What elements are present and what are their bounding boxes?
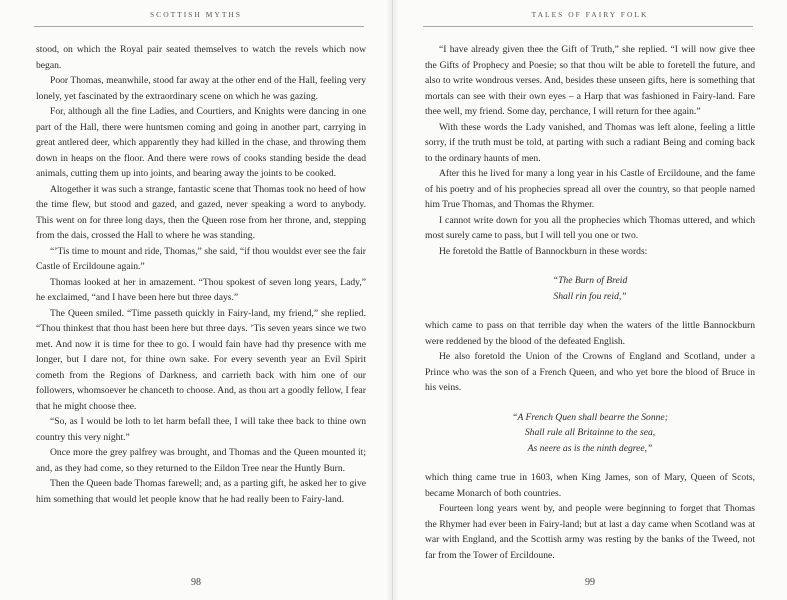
verse-line: Shall rin fou reid,” [553, 290, 627, 302]
paragraph: He foretold the Battle of Bannockburn in these words: [439, 245, 648, 257]
verse-line: As neere as is the ninth degree,” [527, 442, 653, 454]
verse-line: “A French Quen shall bearre the Sonne; [512, 411, 668, 423]
body-text [36, 42, 366, 507]
paragraph: The Queen smiled. “Time passeth quickly in Fairy-land, my friend,” she replied. “Thou thinkest that thou hast been here but three days. ’Tis seven years since we two met. And now it is time for thee to go. I would fain have had thy presence with me longer, but I dare not, for thine own sake. For every seventh year an Evil Spirit cometh from the Regions of Darkness, and carrieth back with him one of our followers, whomsoever he chanceth to choose. And, as thou art a goodly fellow, I fear that he might choose thee. [36, 307, 366, 412]
page-number: 98 [191, 577, 201, 588]
paragraph: Thomas looked at her in amazement. “Thou spokest of seven long years, Lady,” he exclaimed, “and I have been here but three days.” [36, 276, 366, 303]
paragraph: stood, on which the Royal pair seated themselves to watch the revels which now began. [36, 44, 366, 71]
paragraph: With these words the Lady vanished, and Thomas was left alone, feeling a little sorry, if the truth must be told, at parting with such a radiant Being and coming back to the ordinary haunts of men. [425, 121, 755, 164]
paragraph: Once more the grey palfrey was brought, and Thomas and the Queen mounted it; and, as they had come, so they returned to the Eildon Tree near the Huntly Burn. [36, 447, 366, 474]
gutter-shadow [393, 0, 399, 600]
page-number: 99 [585, 577, 595, 588]
left-page [0, 0, 393, 600]
paragraph: which thing came true in 1603, when King James, son of Mary, Queen of Scots, became Monarch of both countries. [425, 472, 755, 499]
paragraph: After this he lived for many a long year in his Castle of Ercildoune, and the fame of his poetry and of his prophecies spread all over the country, so that people named him True Thomas, and Thomas the Rhymer. [425, 168, 755, 210]
paragraph: “I have already given thee the Gift of Truth,” she replied. “I will now give thee the Gifts of Prophecy and Poesie; so that thou wilt be able to foretell the future, and also to write wondrous verses. And, besides these unseen gifts, here is something that mortals can see with their own eyes – a Harp that was fashioned in Fairy-land. Fare thee well, my friend. Some day, perchance, I will return for thee again.” [425, 44, 755, 117]
header-rule [34, 26, 364, 27]
verse-block [425, 410, 755, 457]
right-page [393, 0, 787, 600]
body-text [425, 42, 755, 563]
paragraph: Altogether it was such a strange, fantastic scene that Thomas took no heed of how the time flew, but stood and gazed, and gazed, never speaking a word to anybody. This went on for three long days, then the Queen rose from her throne, and, stepping from the dais, crossed the Hall to where he was standing. [36, 183, 366, 241]
running-head: SCOTTISH MYTHS [150, 10, 242, 19]
paragraph: “’Tis time to mount and ride, Thomas,” she said, “if thou wouldst ever see the fair Castle of Ercildoune again.” [36, 245, 366, 272]
verse-line: Shall rule all Britainne to the sea, [524, 427, 656, 438]
verse-block [425, 273, 755, 304]
paragraph: He also foretold the Union of the Crowns of England and Scotland, under a Prince who was the son of a French Queen, and who yet bore the blood of Bruce in his veins. [425, 351, 755, 393]
paragraph: Fourteen long years went by, and people were beginning to forget that Thomas the Rhymer had ever been in Fairy-land; but at last a day came when Scotland was at war with England, and the Scottish army was resting by the banks of the Tweed, not far from the Tower of Ercildoune. [425, 503, 755, 561]
paragraph: “So, as I would be loth to let harm befall thee, I will take thee back to thine own country this very night.” [36, 416, 366, 443]
paragraph: I cannot write down for you all the prophecies which Thomas uttered, and which most surely came to pass, but I will tell you one or two. [425, 214, 755, 241]
verse-line: “The Burn of Breid [552, 275, 628, 286]
paragraph: For, although all the fine Ladies, and Courtiers, and Knights were dancing in one part of the Hall, there were huntsmen coming and going in another part, carrying in great antlered deer, which apparently they had killed in the chase, and throwing them down in heaps on the floor. And there were rows of cooks standing beside the dead animals, cutting them up into joints, and bearing away the joints to be cooked. [36, 106, 366, 179]
header-rule [423, 26, 753, 27]
paragraph: which came to pass on that terrible day when the waters of the little Bannockburn were reddened by the blood of the defeated English. [425, 320, 755, 347]
paragraph: Poor Thomas, meanwhile, stood far away at the other end of the Hall, feeling very lonely, yet fascinated by the extraordinary scene on which he was gazing. [36, 75, 366, 102]
running-head: TALES OF FAIRY FOLK [531, 10, 649, 19]
gutter-shadow [386, 0, 392, 600]
paragraph: Then the Queen bade Thomas farewell; and, as a parting gift, he asked her to give him something that would let people know that he had really been to Fairy-land. [36, 478, 366, 505]
